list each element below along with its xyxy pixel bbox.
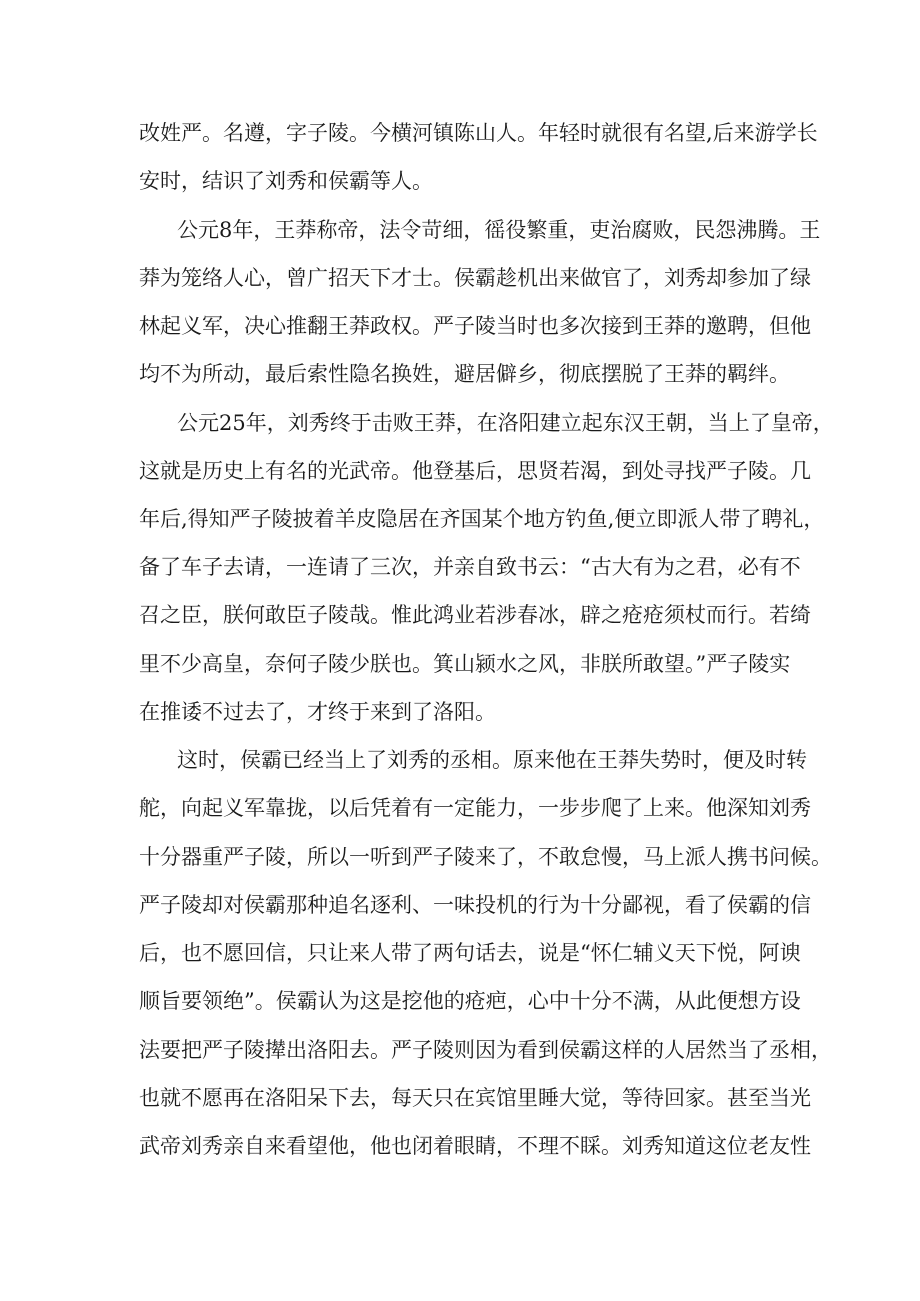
text-line-20: 法要把严子陵撵出洛阳去。严子陵则因为看到侯霸这样的人居然当了丞相， [139, 1038, 832, 1062]
text-line-16: 十分器重严子陵，所以一听到严子陵来了，不敢怠慢，马上派人携书问候。 [139, 845, 832, 869]
text-line-9: 年后,得知严子陵披着羊皮隐居在齐国某个地方钓鱼,便立即派人带了聘礼， [139, 507, 825, 531]
text-line-3: 公元8年，王莽称帝，法令苛细，徭役繁重，吏治腐败，民怨沸腾。王 [177, 218, 821, 242]
text-line-2: 安时，结识了刘秀和侯霸等人。 [139, 169, 433, 193]
text-line-14: 这时，侯霸已经当上了刘秀的丞相。原来他在王莽失势时，便及时转 [177, 748, 807, 772]
text-line-7: 公元25年，刘秀终于击败王莽，在洛阳建立起东汉王朝，当上了皇帝， [177, 411, 834, 435]
text-line-19: 顺旨要领绝”。侯霸认为这是挖他的疮疤，心中十分不满，从此便想方设 [139, 989, 801, 1013]
text-line-12: 里不少高皇，奈何子陵少朕也。箕山颍水之风，非朕所敢望。”严子陵实 [139, 652, 791, 676]
text-line-8: 这就是历史上有名的光武帝。他登基后，思贤若渴，到处寻找严子陵。几 [139, 459, 811, 483]
text-line-21: 也就不愿再在洛阳呆下去，每天只在宾馆里睡大觉，等待回家。甚至当光 [139, 1086, 811, 1110]
text-line-17: 严子陵却对侯霸那种追名逐利、一味投机的行为十分鄙视，看了侯霸的信 [139, 893, 811, 917]
text-line-1: 改姓严。名遵，字子陵。今横河镇陈山人。年轻时就很有名望,后来游学长 [139, 121, 818, 145]
text-line-6: 均不为所动，最后索性隐名换姓，避居僻乡，彻底摆脱了王莽的羁绊。 [139, 362, 790, 386]
text-line-13: 在推诿不过去了，才终于来到了洛阳。 [139, 700, 496, 724]
text-line-11: 召之臣，朕何敢臣子陵哉。惟此鸿业若涉春冰，辟之疮疮须杖而行。若绮 [139, 603, 811, 627]
text-line-10: 备了车子去请，一连请了三次，并亲自致书云：“古大有为之君，必有不 [139, 555, 801, 579]
text-line-15: 舵，向起义军靠拢，以后凭着有一定能力，一步步爬了上来。他深知刘秀 [139, 796, 811, 820]
text-line-18: 后，也不愿回信，只让来人带了两句话去，说是“怀仁辅义天下悦，阿谀 [139, 941, 801, 965]
text-line-5: 林起义军，决心推翻王莽政权。严子陵当时也多次接到王莽的邀聘，但他 [139, 314, 811, 338]
text-line-22: 武帝刘秀亲自来看望他，他也闭着眼睛，不理不睬。刘秀知道这位老友性 [139, 1134, 811, 1158]
text-line-4: 莽为笼络人心，曾广招天下才士。侯霸趁机出来做官了，刘秀却参加了绿 [139, 266, 811, 290]
